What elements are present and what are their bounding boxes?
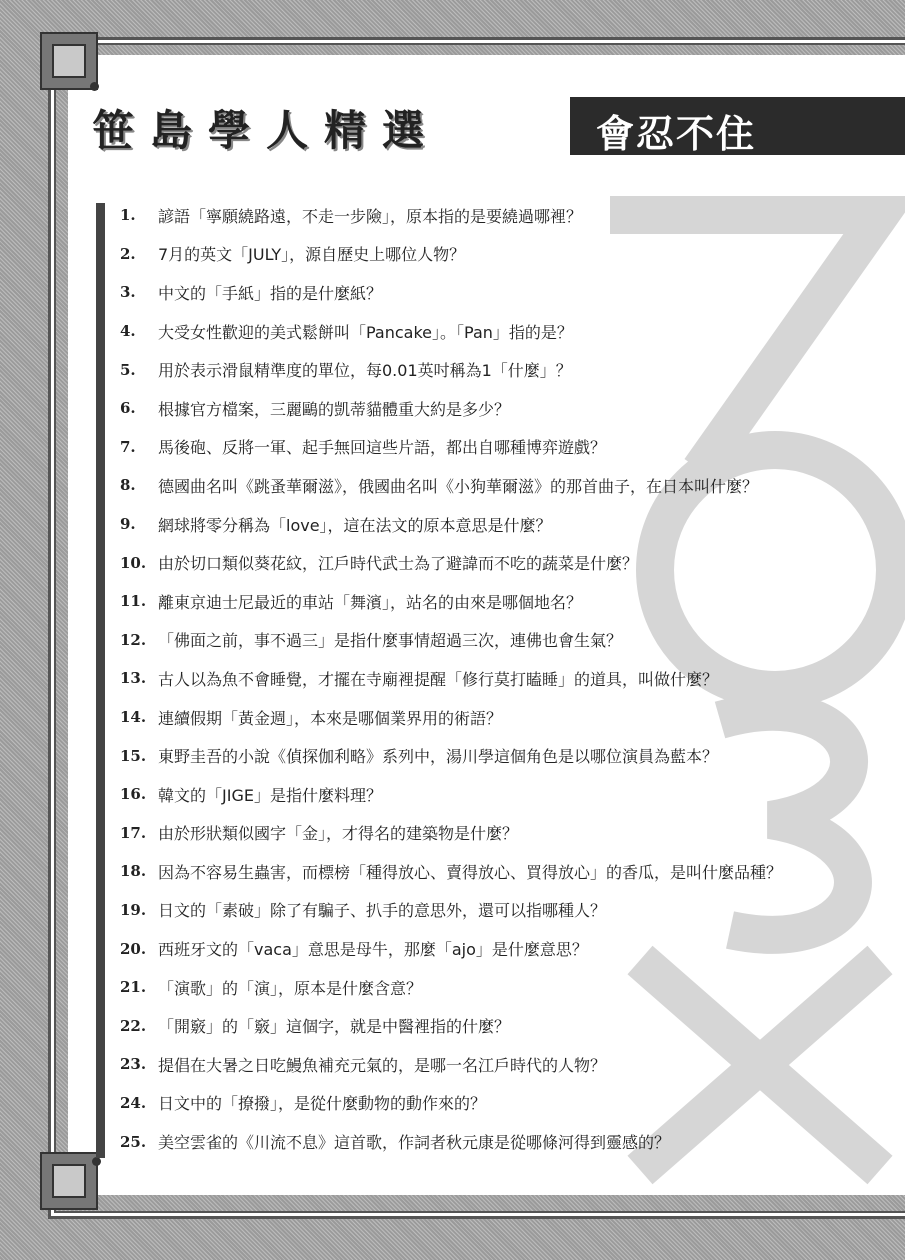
question-number: 1. xyxy=(120,206,136,225)
question-number: 24. xyxy=(120,1093,147,1112)
question-text: 由於切口類似葵花紋，江戶時代武士為了避諱而不吃的蔬菜是什麼？ xyxy=(158,554,639,574)
question-text: 大受女性歡迎的美式鬆餅叫「Pancake」。「Pan」指的是？ xyxy=(158,322,573,342)
question-item xyxy=(120,775,840,814)
question-text: 「開竅」的「竅」這個字，就是中醫裡指的什麼？ xyxy=(158,1017,511,1037)
question-item xyxy=(120,466,840,505)
question-item xyxy=(120,389,840,428)
ornament-dot xyxy=(90,82,99,91)
question-text: 東野圭吾的小說《偵探伽利略》系列中，湯川學這個角色是以哪位演員為藍本？ xyxy=(158,747,719,767)
question-item xyxy=(120,891,840,930)
question-text: 由於形狀類似國字「金」，才得名的建築物是什麼？ xyxy=(158,824,519,844)
question-number: 10. xyxy=(120,553,147,572)
question-number: 8. xyxy=(120,476,136,495)
page-heading: 笹島學人精選 xyxy=(92,106,441,155)
question-item xyxy=(120,312,840,351)
question-text: 「佛面之前，事不過三」是指什麼事情超過三次，連佛也會生氣？ xyxy=(158,631,623,651)
question-item xyxy=(120,698,840,737)
question-number: 2. xyxy=(120,244,136,263)
corner-ornament-top-left xyxy=(40,32,98,90)
ornament-dot xyxy=(92,1157,101,1166)
question-item xyxy=(120,543,840,582)
question-item xyxy=(120,1122,840,1161)
question-text: 日文中的「撩撥」，是從什麼動物的動作來的？ xyxy=(158,1094,487,1114)
question-number: 25. xyxy=(120,1132,147,1151)
question-text: 用於表示滑鼠精準度的單位，每0.01英吋稱為1「什麼」？ xyxy=(158,361,572,381)
corner-ornament-bottom-left xyxy=(40,1152,98,1210)
question-number: 9. xyxy=(120,515,136,534)
question-number: 6. xyxy=(120,399,136,418)
question-text: 「演歌」的「演」，原本是什麼含意？ xyxy=(158,978,423,998)
question-item xyxy=(120,196,840,235)
question-number: 4. xyxy=(120,322,136,341)
question-text: 馬後砲、反將一軍、起手無回這些片語，都出自哪種博弈遊戲？ xyxy=(158,438,607,458)
question-item xyxy=(120,350,840,389)
section-title-box xyxy=(570,97,905,155)
question-text: 諺語「寧願繞路遠，不走一步險」，原本指的是要繞過哪裡？ xyxy=(158,206,583,226)
question-number: 19. xyxy=(120,900,147,919)
question-item xyxy=(120,659,840,698)
question-item xyxy=(120,273,840,312)
section-title: 會忍不住 xyxy=(596,111,757,156)
question-item xyxy=(120,621,840,660)
question-item xyxy=(120,1006,840,1045)
question-item xyxy=(120,852,840,891)
question-text: 韓文的「JIGE」是指什麼料理？ xyxy=(158,785,382,805)
question-text: 根據官方檔案，三麗鷗的凱蒂貓體重大約是多少？ xyxy=(158,399,511,419)
question-text: 離東京迪士尼最近的車站「舞濱」，站名的由來是哪個地名？ xyxy=(158,592,583,612)
question-text: 7月的英文「JULY」，源自歷史上哪位人物？ xyxy=(158,245,466,265)
question-item xyxy=(120,736,840,775)
question-text: 因為不容易生蟲害，而標榜「種得放心、賣得放心、買得放心」的香瓜，是叫什麼品種？ xyxy=(158,862,783,882)
question-text: 連續假期「黃金週」，本來是哪個業界用的術語？ xyxy=(158,708,503,728)
question-item xyxy=(120,582,840,621)
question-number: 7. xyxy=(120,437,136,456)
question-number: 14. xyxy=(120,708,147,727)
question-text: 日文的「素破」除了有騙子、扒手的意思外，還可以指哪種人？ xyxy=(158,901,607,921)
question-item xyxy=(120,505,840,544)
question-number: 5. xyxy=(120,360,136,379)
question-number: 11. xyxy=(120,592,147,611)
question-text: 網球將零分稱為「love」，這在法文的原本意思是什麼？ xyxy=(158,515,552,535)
question-item xyxy=(120,929,840,968)
question-item xyxy=(120,428,840,467)
question-number: 15. xyxy=(120,746,147,765)
question-number: 23. xyxy=(120,1055,147,1074)
question-item xyxy=(120,235,840,274)
question-number: 18. xyxy=(120,862,147,881)
question-list xyxy=(120,196,840,1161)
question-number: 20. xyxy=(120,939,147,958)
question-number: 12. xyxy=(120,630,147,649)
question-number: 22. xyxy=(120,1016,147,1035)
question-number: 13. xyxy=(120,669,147,688)
question-item xyxy=(120,1045,840,1084)
question-number: 21. xyxy=(120,978,147,997)
question-text: 美空雲雀的《川流不息》這首歌，作詞者秋元康是從哪條河得到靈感的？ xyxy=(158,1133,671,1153)
question-item xyxy=(120,814,840,853)
question-text: 西班牙文的「vaca」意思是母牛，那麼「ajo」是什麼意思？ xyxy=(158,940,588,960)
question-text: 德國曲名叫《跳蚤華爾滋》，俄國曲名叫《小狗華爾滋》的那首曲子，在日本叫什麼？ xyxy=(158,476,759,496)
question-text: 古人以為魚不會睡覺，才擺在寺廟裡提醒「修行莫打瞌睡」的道具，叫做什麼？ xyxy=(158,669,719,689)
question-text: 中文的「手紙」指的是什麼紙？ xyxy=(158,283,383,303)
question-text: 提倡在大暑之日吃鰻魚補充元氣的，是哪一名江戶時代的人物？ xyxy=(158,1055,607,1075)
left-accent-bar xyxy=(96,203,105,1158)
question-item xyxy=(120,968,840,1007)
question-number: 17. xyxy=(120,823,147,842)
question-number: 3. xyxy=(120,283,136,302)
question-number: 16. xyxy=(120,785,147,804)
question-item xyxy=(120,1084,840,1123)
